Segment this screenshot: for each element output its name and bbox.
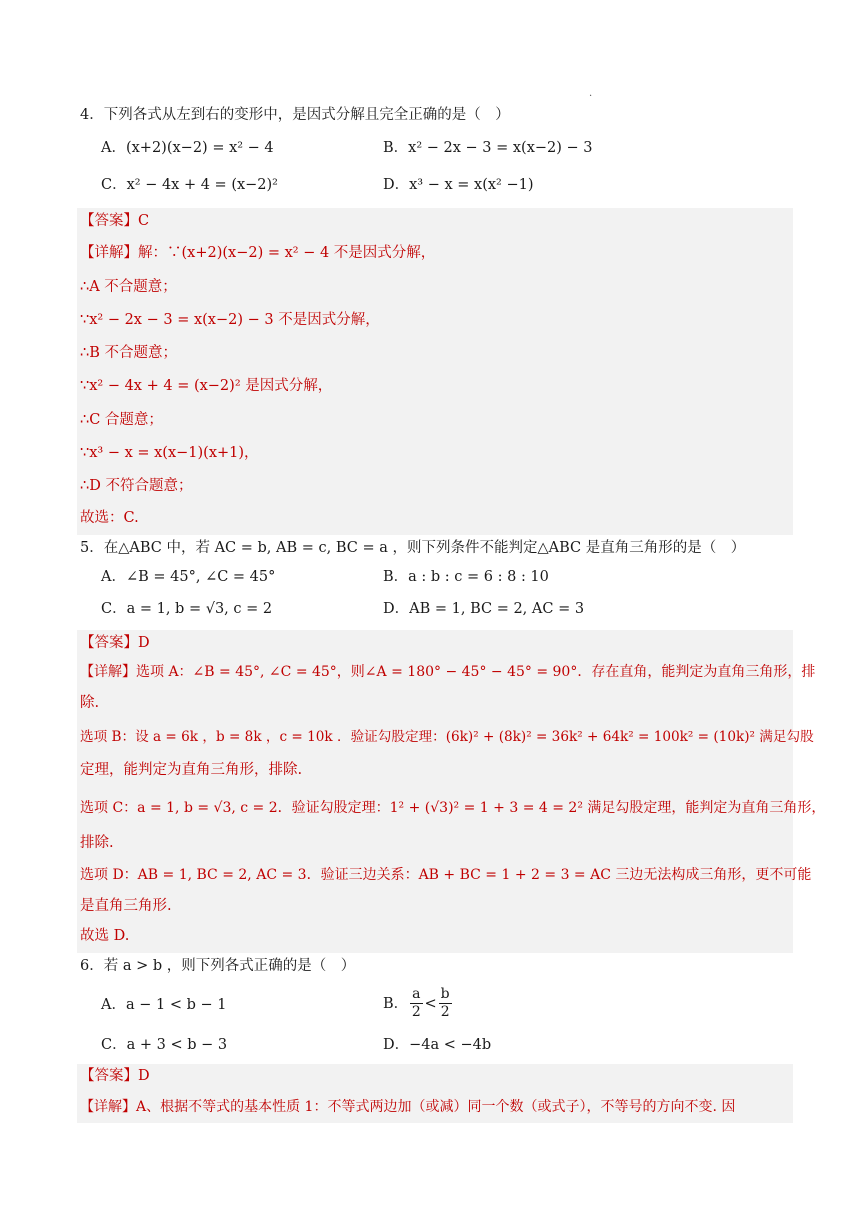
q6-answer: 【答案】D [80, 1068, 150, 1084]
fraction-denominator: 2 [440, 1004, 450, 1020]
q6-option-b [383, 986, 454, 1021]
q6-stem: 6．若 a > b ，则下列各式正确的是（ ） [80, 958, 356, 974]
q6-option-c: C．a + 3 < b − 3 [101, 1037, 228, 1053]
q6-option-d: D．−4a < −4b [383, 1037, 492, 1053]
q4-option-d: D．x³ − x = x(x² −1) [383, 177, 534, 193]
q6-option-b-fraction-right [439, 986, 452, 1021]
q5-detail-line: 除. [80, 695, 100, 711]
q4-option-c: C．x² − 4x + 4 = (x−2)² [101, 177, 278, 193]
q5-detail-line: 是直角三角形. [80, 898, 172, 914]
q4-stem: 4．下列各式从左到右的变形中，是因式分解且完全正确的是（ ） [80, 107, 510, 123]
q4-detail-line: ∴B 不合题意； [80, 345, 177, 361]
q5-option-b: B．a : b : c = 6 : 8 : 10 [383, 569, 549, 585]
q4-detail-line: ∵x³ − x = x(x−1)(x+1)， [80, 445, 259, 461]
q5-detail-line: 选项 C：a = 1, b = √3, c = 2．验证勾股定理：1² + (√3)² = 1 + 3 = 4 = 2² 满足勾股定理，能判定为直角三角形， [80, 800, 826, 816]
q6-option-b-operator: < [424, 995, 437, 1012]
q5-option-d: D．AB = 1, BC = 2, AC = 3 [383, 601, 585, 617]
q4-option-a: A．(x+2)(x−2) = x² − 4 [101, 140, 274, 156]
q4-detail-line: 故选：C. [80, 510, 139, 526]
q5-detail-line: 故选 D. [80, 928, 130, 944]
q5-detail-line: 选项 D：AB = 1, BC = 2, AC = 3．验证三边关系：AB + BC = 1 + 2 = 3 = AC 三边无法构成三角形，更不可能 [80, 867, 812, 883]
q4-answer: 【答案】C [80, 213, 150, 229]
q6-option-b-prefix: B． [383, 995, 409, 1012]
q5-answer: 【答案】D [80, 635, 150, 651]
q4-detail-line: ∴C 合题意； [80, 412, 163, 428]
q5-detail-line: 【详解】选项 A：∠B = 45°, ∠C = 45°，则∠A = 180° − 45° − 45° = 90°．存在直角，能判定为直角三角形，排 [80, 664, 816, 680]
fraction-numerator: b [440, 986, 450, 1002]
fraction-denominator: 2 [411, 1004, 421, 1020]
q4-detail-line: ∵x² − 4x + 4 = (x−2)² 是因式分解， [80, 378, 333, 394]
q6-option-b-fraction-left [410, 986, 422, 1021]
q6-option-a: A．a − 1 < b − 1 [101, 997, 227, 1013]
q5-stem: 5．在△ABC 中，若 AC = b, AB = c, BC = a ，则下列条件不能判定△ABC 是直角三角形的是（ ） [80, 540, 746, 556]
fraction-numerator: a [412, 986, 421, 1002]
q4-option-b: B．x² − 2x − 3 = x(x−2) − 3 [383, 140, 593, 156]
q4-detail-line: ∵x² − 2x − 3 = x(x−2) − 3 不是因式分解， [80, 312, 380, 328]
q4-detail-line: ∴D 不符合题意； [80, 478, 193, 494]
q5-detail-line: 定理，能判定为直角三角形，排除. [80, 762, 303, 778]
q4-detail-line: 【详解】解：∵(x+2)(x−2) = x² − 4 不是因式分解， [80, 245, 436, 261]
q5-option-a: A．∠B = 45°, ∠C = 45° [101, 569, 276, 585]
q6-detail-line: 【详解】A、根据不等式的基本性质 1：不等式两边加（或减）同一个数（或式子），不等号的方向不变. 因 [80, 1099, 736, 1115]
q5-detail-line: 排除. [80, 835, 114, 851]
q4-detail-line: ∴A 不合题意； [80, 279, 177, 295]
q5-detail-line: 选项 B：设 a = 6k ，b = 8k ，c = 10k ．验证勾股定理：(6k)² + (8k)² = 36k² + 64k² = 100k² = (10k)² 满足勾股 [80, 729, 814, 745]
corner-mark: . [589, 88, 593, 99]
q5-option-c: C．a = 1, b = √3, c = 2 [101, 601, 273, 617]
